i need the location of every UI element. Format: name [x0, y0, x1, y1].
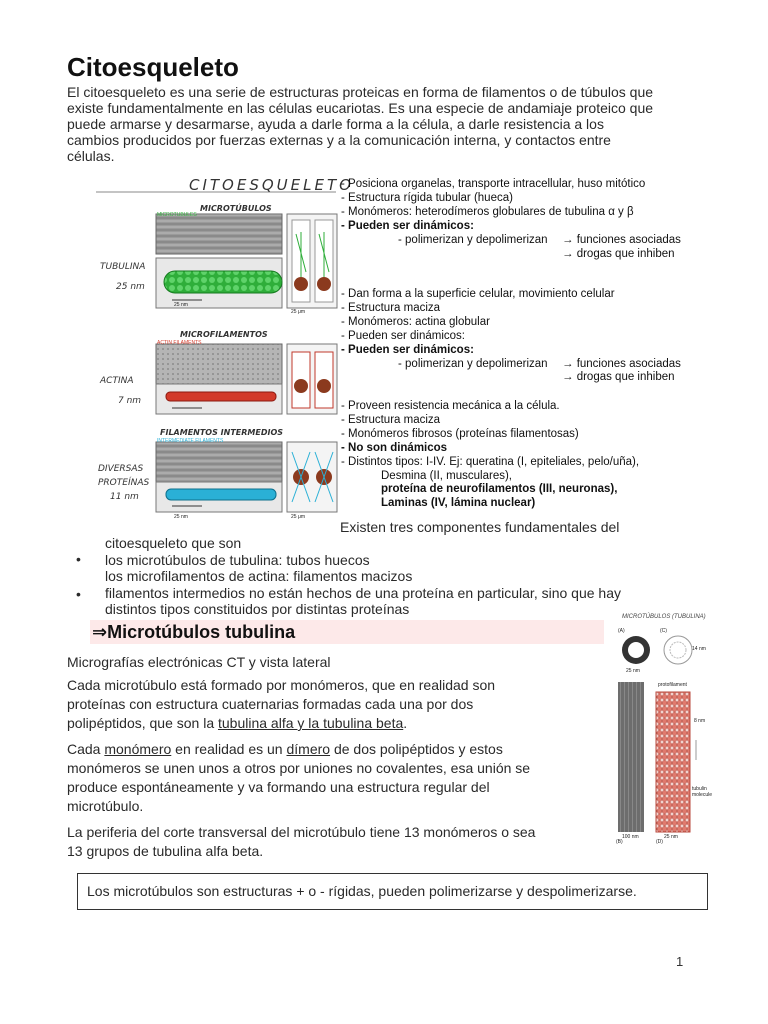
- scale-100: 100 nm: [622, 834, 639, 840]
- note-line: Laminas (IV, lámina nuclear): [381, 497, 536, 510]
- note-line: - Monómeros fibrosos (proteínas filamentosas): [341, 427, 579, 440]
- boxed-note-text: Los microtúbulos son estructuras + o - rígidas, pueden polimerizarse y despolimerizarse.: [87, 883, 637, 899]
- bullet-marker: •: [76, 586, 81, 602]
- paragraph-line: .: [403, 715, 408, 731]
- paragraph-line: polipéptidos, que son la: [67, 715, 218, 731]
- bullet-marker: •: [76, 551, 81, 567]
- bullet-line: los microfilamentos de actina: filamentos macizos: [105, 568, 413, 584]
- section-title: Microtúbulos tubulina: [107, 622, 296, 642]
- label-c: (C): [660, 628, 667, 634]
- diversas-label: DIVERSAS: [98, 464, 144, 474]
- actina-label: ACTINA: [100, 376, 134, 386]
- tubulin-molecule-label: tubulin molecule: [692, 786, 713, 798]
- bullet-item: [105, 585, 621, 617]
- intermediate-notes: [341, 400, 706, 511]
- note-line: → drogas que inhiben: [562, 247, 675, 260]
- page-title: Citoesqueleto: [67, 52, 239, 82]
- note-line: - Posiciona organelas, transporte intracellular, huso mitótico: [341, 178, 646, 190]
- paragraph-line: produce espontáneamente y va formando una estructura regular del: [67, 779, 490, 795]
- mt-scale-right: 25 μm: [291, 309, 305, 315]
- microfilaments-notes: [341, 288, 706, 385]
- intro-line: células.: [67, 148, 115, 164]
- note-line: - Pueden ser dinámicos:: [341, 343, 474, 356]
- intro-line: existe fundamentalmente en las células eucariotas. Es una especie de andamiaje proteico que: [67, 100, 654, 116]
- microtubules-label: MICROTÚBULOS: [200, 204, 272, 213]
- note-line: - Monómeros: actina globular: [341, 315, 490, 328]
- components-line-1: Existen tres componentes fundamentales del: [340, 519, 620, 535]
- tubulina-label: TUBULINA: [100, 262, 146, 272]
- section-heading: [90, 620, 604, 644]
- intro-paragraph: [67, 84, 727, 164]
- note-line: - Pueden ser dinámicos:: [341, 219, 474, 232]
- if-scale-left: 25 nm: [174, 514, 188, 520]
- microfilaments-caption: ACTIN FILAMENTS: [157, 340, 202, 346]
- page-number: 1: [676, 954, 684, 969]
- note-line: - No son dinámicos: [341, 441, 448, 454]
- mt-scale-left: 25 nm: [174, 302, 188, 308]
- label-b: (B): [616, 839, 623, 845]
- paragraph-line: microtúbulo.: [67, 798, 144, 814]
- paragraph-monomers: [67, 676, 495, 733]
- underlined-term: monómero: [104, 741, 172, 757]
- figure-header: CITOESQUELETO: [189, 176, 354, 194]
- note-line: - Proveen resistencia mecánica a la célula.: [341, 400, 560, 412]
- note-line: → funciones asociadas: [562, 357, 681, 370]
- dim-14: 14 nm: [692, 646, 706, 652]
- paragraph-periphery: [67, 823, 535, 861]
- label-d: (D): [656, 839, 663, 845]
- note-line: - Monómeros: heterodímeros globulares de tubulina α y β: [341, 205, 634, 218]
- if-scale-right: 25 μm: [291, 514, 305, 520]
- paragraph-line: proteínas con estructura cuaternarias formadas cada una por dos: [67, 696, 474, 712]
- note-line: - Estructura rígida tubular (hueca): [341, 191, 513, 204]
- paragraph-line: monómeros se unen unos a otros por uniones no covalentes, esa unión se: [67, 760, 531, 776]
- micrographs-line: Micrografías electrónicas CT y vista lateral: [67, 654, 331, 670]
- note-line: - polimerizan y depolimerizan: [398, 233, 548, 246]
- intermediate-size: 11 nm: [110, 492, 139, 502]
- bullet-line: distintos tipos constituidos por distintas proteínas: [105, 601, 410, 617]
- note-line: - Pueden ser dinámicos:: [341, 329, 466, 342]
- paragraph-line: 13 grupos de tubulina alfa beta.: [67, 843, 264, 859]
- intro-line: El citoesqueleto es una serie de estructuras proteicas en forma de filamentos o de túbulos que: [67, 84, 654, 100]
- paragraph-line: La periferia del corte transversal del microtúbulo tiene 13 monómeros o sea: [67, 824, 536, 840]
- section-arrow-icon: ⇒: [92, 622, 108, 642]
- scale-25: 25 nm: [664, 834, 678, 840]
- note-line: → drogas que inhiben: [562, 371, 675, 384]
- bullet-line: los microtúbulos de tubulina: tubos huecos: [105, 552, 370, 568]
- microfilaments-label: MICROFILAMENTOS: [180, 330, 268, 339]
- note-line: - Estructura maciza: [341, 413, 441, 426]
- underlined-term: dímero: [286, 741, 331, 757]
- structure-title: MICROTÚBULOS (TUBULINA): [622, 614, 706, 620]
- intermediate-label: FILAMENTOS INTERMEDIOS: [160, 428, 284, 437]
- components-line-2: citoesqueleto que son: [105, 535, 242, 551]
- paragraph-text: Cada: [67, 741, 105, 757]
- microtubule-structure-figure: [612, 610, 716, 844]
- note-line: Desmina (II, musculares),: [381, 469, 513, 482]
- paragraph-text: en realidad es un: [171, 741, 287, 757]
- note-line: - Estructura maciza: [341, 301, 441, 314]
- paragraph-dimer: [67, 740, 530, 816]
- microtubules-notes: [341, 178, 706, 261]
- bullet-line: filamentos intermedios no están hechos de una proteína en particular, sino que hay: [105, 585, 621, 601]
- intro-line: puede armarse y desarmarse, ayuda a darle forma a la célula, a darle resistencia a los: [67, 116, 604, 132]
- note-line: - Dan forma a la superficie celular, movimiento celular: [341, 288, 615, 300]
- note-line: → funciones asociadas: [562, 233, 681, 246]
- actina-size: 7 nm: [118, 396, 142, 406]
- tubulina-size: 25 nm: [116, 282, 145, 292]
- underlined-term: tubulina alfa y la tubulina beta: [218, 715, 404, 731]
- note-line: - Distintos tipos: I-IV. Ej: queratina (I, epiteliales, pelo/uña),: [341, 455, 640, 468]
- intro-line: cambios producidos por fuerzas externas y a la comunicación interna, y contactos entre: [67, 132, 611, 148]
- intermediate-caption: INTERMEDIATE FILAMENTS: [157, 438, 224, 444]
- paragraph-text: de dos polipéptidos y estos: [330, 741, 503, 757]
- paragraph-line: Cada microtúbulo está formado por monómeros, que en realidad son: [67, 677, 496, 693]
- boxed-note: [77, 873, 708, 910]
- dim-8: 8 nm: [694, 718, 706, 724]
- cytoskeleton-figure: [96, 172, 706, 524]
- proteinas-label: PROTEÍNAS: [98, 478, 150, 488]
- microtubules-caption: MICROTUBULES: [157, 212, 197, 218]
- note-line: proteína de neurofilamentos (III, neuronas),: [381, 483, 618, 496]
- protofilament-label: protofilament: [658, 682, 687, 688]
- note-line: - polimerizan y depolimerizan: [398, 357, 548, 370]
- bullet-item: [105, 552, 412, 584]
- dim-25-top: 25 nm: [626, 668, 640, 674]
- label-a: (A): [618, 628, 625, 634]
